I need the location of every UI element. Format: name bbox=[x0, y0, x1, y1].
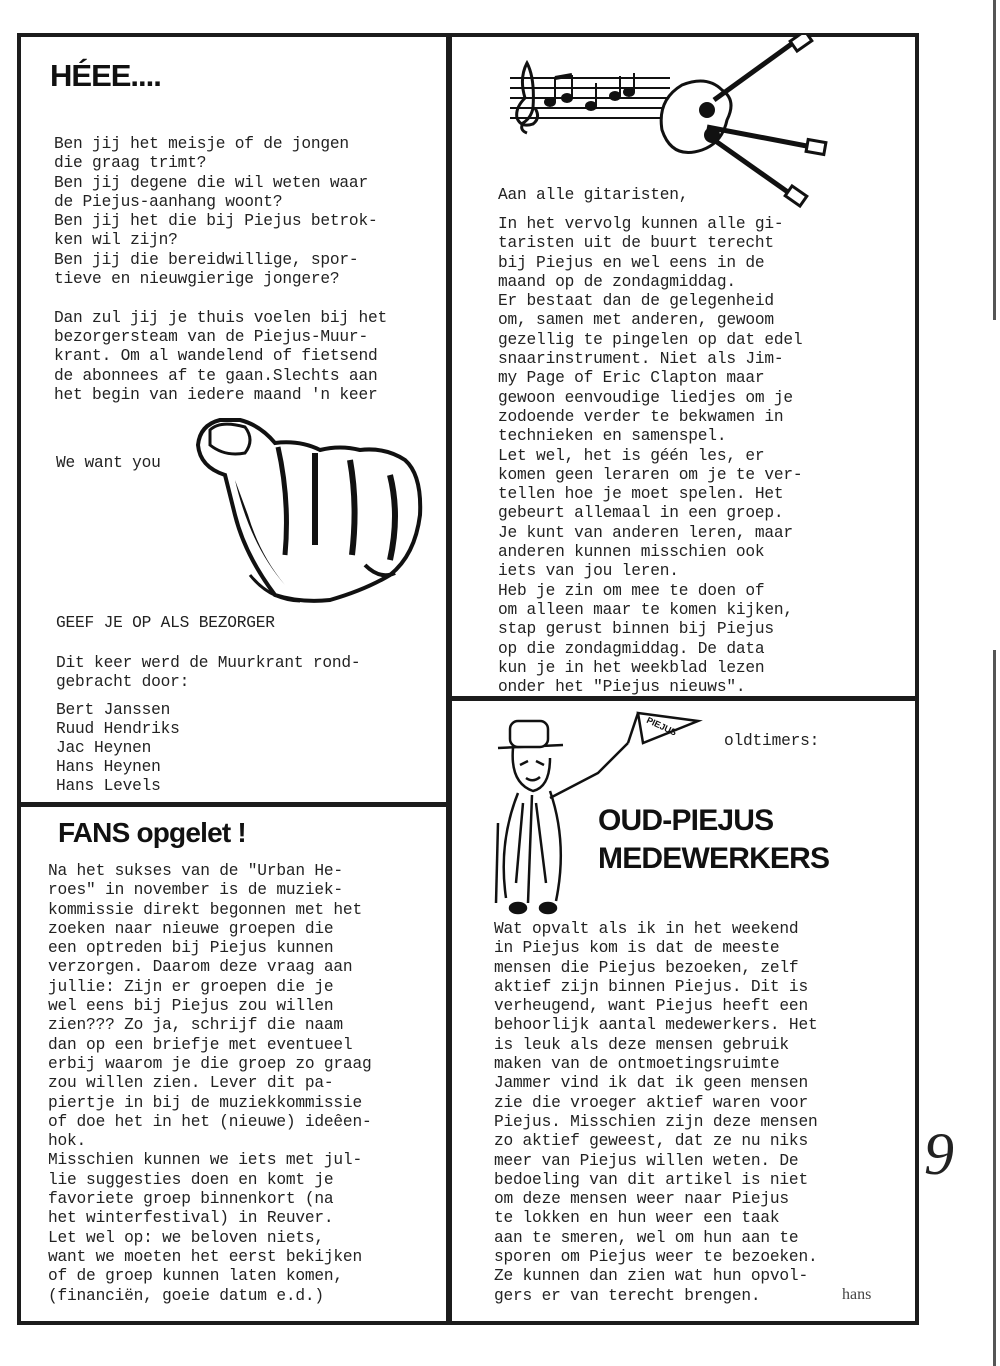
scan-edge-line-lower bbox=[993, 650, 996, 1366]
page-number: 9 bbox=[924, 1121, 954, 1187]
guitar-body: In het vervolg kunnen alle gi- taristen uit de buurt terecht bij Piejus en wel eens in de maand op de zondagmiddag. Er bestaat dan de gelegenheid om, samen met anderen, gewoom gezellig te pingelen op dat edel snaarinstrument. Niet als Jim- my Page of Eric Clapton maar gewoon eenvoudige liedjes om je zodoende verder te bekwamen in technieken en samenspel. Let wel, het is géén les, er komen geen leraren om je te ver- tellen hoe je moet spelen. Het gebeurt allemaal in een groep. Je kunt van anderen leren, maar anderen kunnen misschien ook iets van jou leren. Heb je zin om mee te doen of om alleen maar te komen kijken, stap gerust binnen bij Piejus op die zondagmiddag. De data kun je in het weekblad lezen onder het "Piejus nieuws". bbox=[498, 215, 803, 697]
fans-body: Na het sukses van de "Urban He- roes" in november is de muziek- kommissie direkt begonnen met het zoeken naar nieuwe groepen die een optreden bij Piejus kunnen verzorgen. Daarom deze vraag aan jullie: Zijn er groepen die je wel eens bij Piejus zou willen zien??? Zo ja, schrijf die naam dan op een briefje met eventueel erbij waarom je die groep zo graag zou willen zien. Lever dit pa- piertje in bij de muziekkommissie of doe het in het (nieuwe) ideêen- hok. Misschien kunnen we iets met jul- lie suggesties doen en komt je favoriete groep binnenkort (na het winterfestival) in Reuver. Let wel op: we beloven niets, want we moeten het eerst bekijken of de groep kunnen laten komen, (financiën, goeie datum e.d.) bbox=[48, 862, 372, 1305]
heee-title: HÉEE.... bbox=[50, 58, 161, 93]
oud-body: Wat opvalt als ik in het weekend in Piejus kom is dat de meeste mensen die Piejus bezoeken, zelf aktief zijn binnen Piejus. Dit is verheugend, want Piejus heeft een behoorlijk aantal medewerkers. Het is leuk als deze mensen gebruik maken van de ontmoetingsruimte Jammer vind ik dat ik geen mensen zie die vroeger aktief waren voor Piejus. Misschien zijn deze mensen zo aktief geweest, dat ze nu niks meer van Piejus willen weten. De bedoeling van dit artikel is niet om deze mensen weer naar Piejus te lokken en hun weer een taak aan te smeren, wel om hun aan te sporen om Piejus weer te bezoeken. Ze kunnen dan zien wat hun opvol- gers er van terecht brengen. bbox=[494, 920, 818, 1305]
credit-name: Hans Levels bbox=[56, 777, 161, 795]
music-staff-illustration bbox=[505, 58, 675, 138]
oud-piejus-title: OUD-PIEJUS MEDEWERKERS bbox=[598, 804, 830, 875]
credit-name: Hans Heynen bbox=[56, 758, 161, 776]
oldtimers-kicker: oldtimers: bbox=[724, 732, 820, 750]
credits-intro: Dit keer werd de Muurkrant rond- gebracht door: bbox=[56, 654, 361, 692]
credit-name: Jac Heynen bbox=[56, 739, 152, 757]
heee-body: Ben jij het meisje of de jongen die graag trimt? Ben jij degene die wil weten waar de Piejus-aanhang woont? Ben jij het die bij Piejus betrok- ken wil zijn? Ben jij die bereidwillige, spor- tieve en nieuwgierige jongere? Dan zul jij je thuis voelen bij het bezorgersteam van de Piejus-Muur- krant. Om al wandelend of fietsend de abonnees af te gaan.Slechts aan het begin van iedere maand 'n keer bbox=[54, 135, 387, 404]
pointing-hand-illustration bbox=[190, 405, 430, 605]
signature: hans bbox=[842, 1286, 872, 1303]
column-divider bbox=[446, 35, 452, 1323]
left-section-divider bbox=[19, 802, 448, 807]
bezorger-call-to-action: GEEF JE OP ALS BEZORGER bbox=[56, 614, 275, 632]
want-you-text: We want you bbox=[56, 454, 161, 472]
pennant-text: PIEJUS bbox=[644, 714, 679, 738]
scan-edge-line bbox=[993, 0, 996, 320]
guitar-greeting: Aan alle gitaristen, bbox=[498, 186, 689, 204]
credit-name: Ruud Hendriks bbox=[56, 720, 180, 738]
fans-title: FANS opgelet ! bbox=[58, 817, 246, 848]
credit-name: Bert Janssen bbox=[56, 701, 171, 719]
